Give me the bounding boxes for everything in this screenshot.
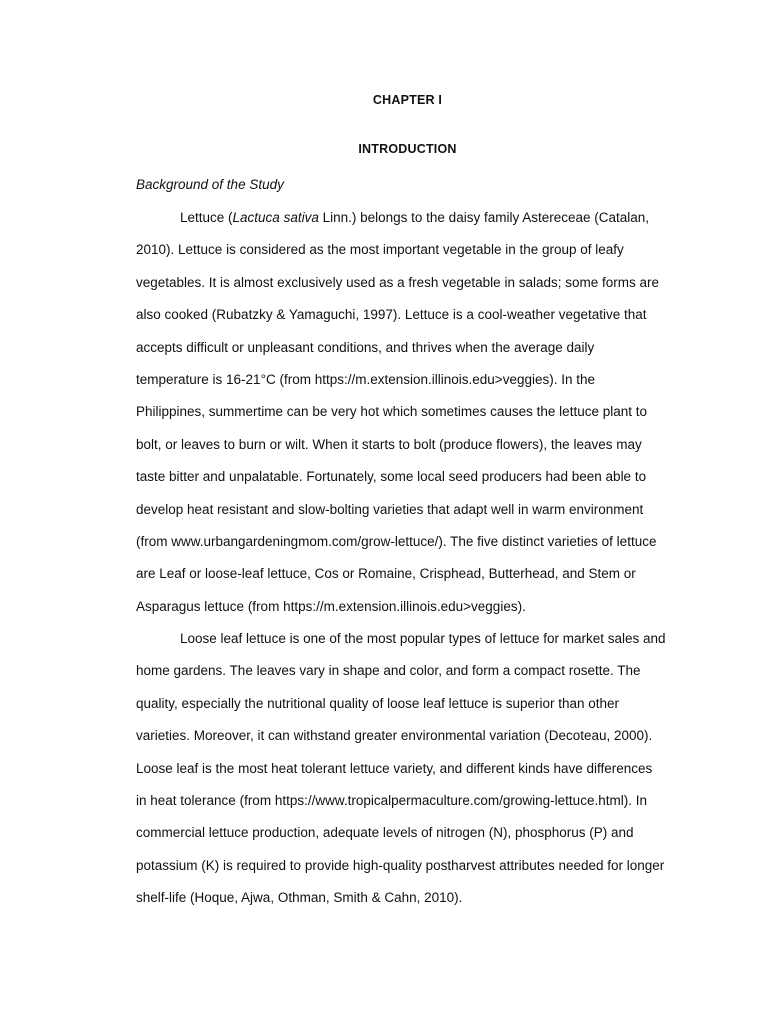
paragraph-2-line: shelf-life (Hoque, Ajwa, Othman, Smith & Cahn, 2010). bbox=[136, 890, 463, 906]
paragraph-2-line: in heat tolerance (from https://www.tropicalpermaculture.com/growing-lettuce.html). In bbox=[136, 793, 647, 809]
paragraph-1-line: vegetables. It is almost exclusively used as a fresh vegetable in salads; some forms are bbox=[136, 274, 659, 290]
paragraph-1-line: temperature is 16-21°C (from https://m.extension.illinois.edu>veggies). In the bbox=[136, 371, 595, 387]
section-title: INTRODUCTION bbox=[358, 142, 457, 156]
paragraph-1-line-1 bbox=[136, 202, 684, 234]
paragraph-1-line: accepts difficult or unpleasant conditions, and thrives when the average daily bbox=[136, 339, 595, 355]
text-segment: Lettuce ( bbox=[180, 210, 233, 225]
paragraph-2-line: Loose leaf is the most heat tolerant lettuce variety, and different kinds have differences bbox=[136, 760, 653, 776]
paragraph-1-line: (from www.urbangardeningmom.com/grow-lettuce/). The five distinct varieties of lettuce bbox=[136, 533, 657, 549]
subheading: Background of the Study bbox=[136, 177, 284, 192]
paragraph-1-line: are Leaf or loose-leaf lettuce, Cos or Romaine, Crisphead, Butterhead, and Stem or bbox=[136, 566, 636, 582]
paragraph-2-line: potassium (K) is required to provide high-quality postharvest attributes needed for longer bbox=[136, 857, 665, 873]
chapter-title: CHAPTER I bbox=[372, 93, 443, 107]
paragraph-1-line: Asparagus lettuce (from https://m.extension.illinois.edu>veggies). bbox=[136, 598, 526, 614]
paragraph-2-line-1: Loose leaf lettuce is one of the most popular types of lettuce for market sales and bbox=[180, 631, 666, 647]
paragraph-1-line: Philippines, summertime can be very hot which sometimes causes the lettuce plant to bbox=[136, 404, 647, 420]
text-segment: Linn.) belongs to the daisy family Astereceae (Catalan, bbox=[318, 210, 650, 225]
paragraph-1-line: develop heat resistant and slow-bolting varieties that adapt well in warm environment bbox=[136, 501, 644, 517]
paragraph-2-line: home gardens. The leaves vary in shape and color, and form a compact rosette. The bbox=[136, 663, 641, 679]
paragraph-2-line: quality, especially the nutritional quality of loose leaf lettuce is superior than other bbox=[136, 695, 620, 711]
paragraph-2-line: commercial lettuce production, adequate levels of nitrogen (N), phosphorus (P) and bbox=[136, 825, 634, 841]
paragraph-1-line: bolt, or leaves to burn or wilt. When it starts to bolt (produce flowers), the leaves may bbox=[136, 436, 642, 452]
paragraph-1-line: taste bitter and unpalatable. Fortunately, some local seed producers had been able to bbox=[136, 469, 647, 485]
body-text bbox=[136, 202, 684, 915]
paragraph-1-line: 2010). Lettuce is considered as the most important vegetable in the group of leafy bbox=[136, 242, 624, 258]
paragraph-1-line: also cooked (Rubatzky & Yamaguchi, 1997). Lettuce is a cool-weather vegetative that bbox=[136, 307, 647, 323]
paragraph-2-line: varieties. Moreover, it can withstand greater environmental variation (Decoteau, 2000). bbox=[136, 728, 653, 744]
scientific-name: Lactuca sativa bbox=[232, 210, 319, 225]
